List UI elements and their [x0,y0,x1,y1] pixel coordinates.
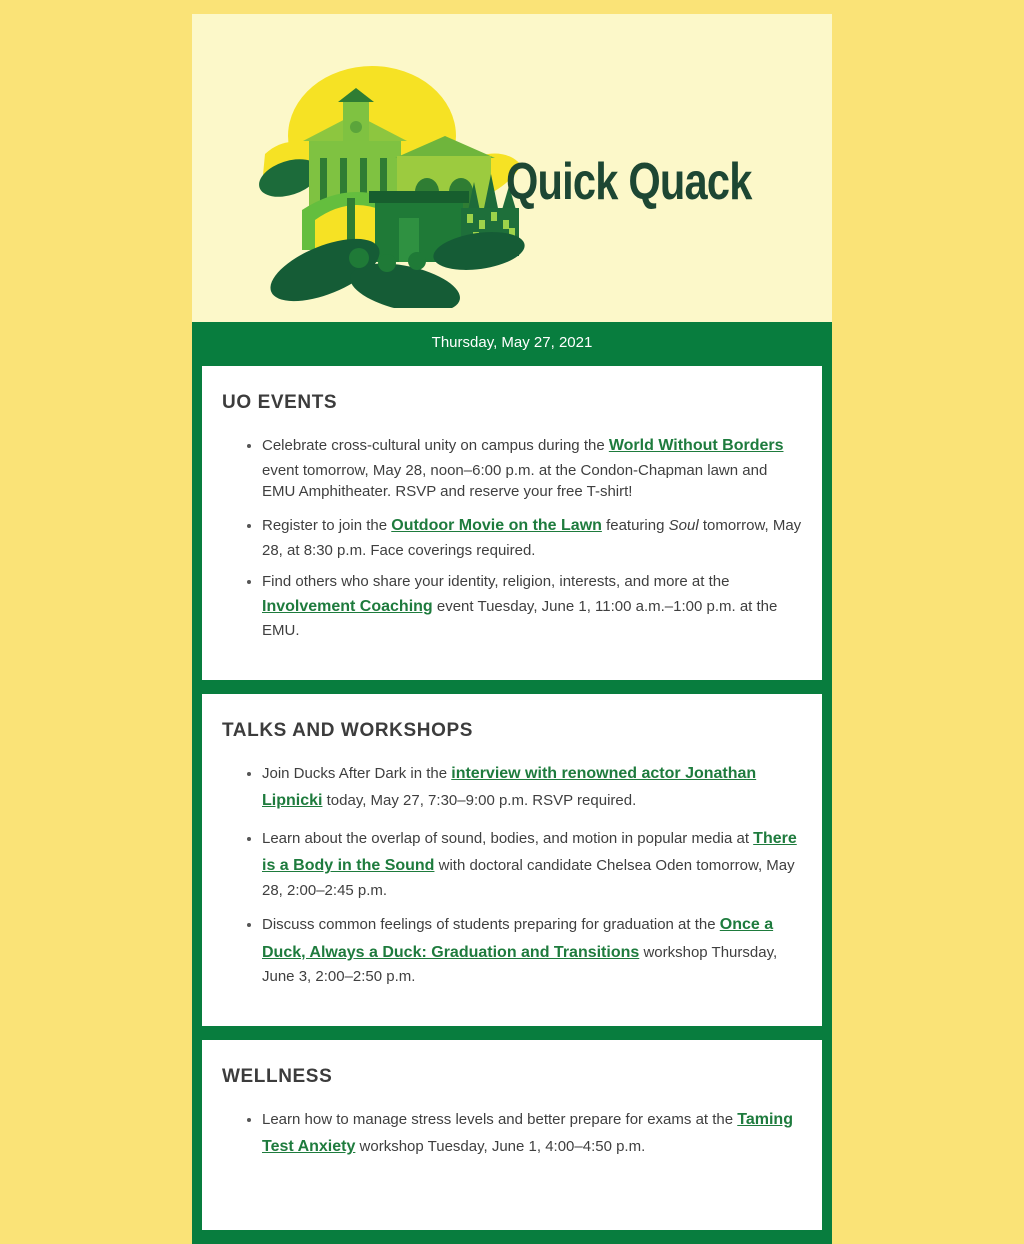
event-link[interactable]: Once a Duck, Always a Duck: Graduation and Transitions [262,916,774,961]
date-banner [192,322,832,362]
bullet-text: Discuss common feelings of students preparing for graduation at the [262,916,720,934]
quick-quack-wordmark: Quick Quack [506,153,752,211]
event-link[interactable]: interview with renowned actor Jonathan Lipnicki [262,764,757,810]
bullet-text: Celebrate cross-cultural unity on campus during the [262,437,609,454]
bullet-list [222,432,802,642]
bullet-text: event tomorrow, May 28, noon–6:00 p.m. at the Condon-Chapman lawn and EMU Amphitheater. RSVP and reserve your free T-shirt! [262,461,768,500]
event-link[interactable]: Involvement Coaching [262,597,433,615]
bullet-text: Learn about the overlap of sound, bodies, and motion in popular media at [262,829,754,847]
newsletter-body [192,322,832,1244]
event-link[interactable]: Outdoor Movie on the Lawn [391,517,602,535]
italic-text: Soul [668,517,699,535]
section-card-uo-events [202,366,822,680]
newsletter-email [192,14,832,1244]
section-title: WELLNESS [222,1065,333,1087]
bullet-item [262,1106,802,1161]
event-link[interactable]: There is a Body in the Sound [262,829,797,875]
section-title: TALKS AND WORKSHOPS [222,719,474,741]
bullet-item [262,512,802,561]
bullet-text: event Tuesday, June 1, 11:00 a.m.–1:00 p.m. at the EMU. [262,597,778,640]
section-title: UO EVENTS [222,392,338,413]
bullet-item [262,825,802,901]
bullet-text: tomorrow, May 28, at 8:30 p.m. Face coverings required. [262,517,802,559]
bullet-list [222,1106,802,1161]
bullet-text: with doctoral candidate Chelsea Oden tomorrow, May 28, 2:00–2:45 p.m. [262,857,795,899]
duck-campus-logo-icon [247,48,527,308]
bullet-item [262,432,802,502]
newsletter-header [192,14,832,322]
bullet-list [222,760,802,988]
event-link[interactable]: World Without Borders [608,437,784,454]
section-card-wellness [202,1040,822,1230]
date-text: Thursday, May 27, 2021 [431,333,593,351]
event-link[interactable]: Taming Test Anxiety [262,1110,793,1156]
bullet-text: Find others who share your identity, religion, interests, and more at the [262,573,730,591]
bullet-text: Learn how to manage stress levels and better prepare for exams at the [262,1110,738,1128]
bullet-text: Register to join the [262,517,392,535]
bullet-item [262,571,802,641]
bullet-item [262,911,802,987]
bullet-item [262,760,802,815]
bullet-text: workshop Tuesday, June 1, 4:00–4:50 p.m. [355,1138,646,1156]
bullet-text: today, May 27, 7:30–9:00 p.m. RSVP required. [322,792,637,810]
bullet-text: workshop Thursday, June 3, 2:00–2:50 p.m. [262,943,778,986]
section-card-talks-and-workshops [202,694,822,1026]
bullet-text: Join Ducks After Dark in the [262,764,452,782]
bullet-text: featuring [601,517,669,535]
